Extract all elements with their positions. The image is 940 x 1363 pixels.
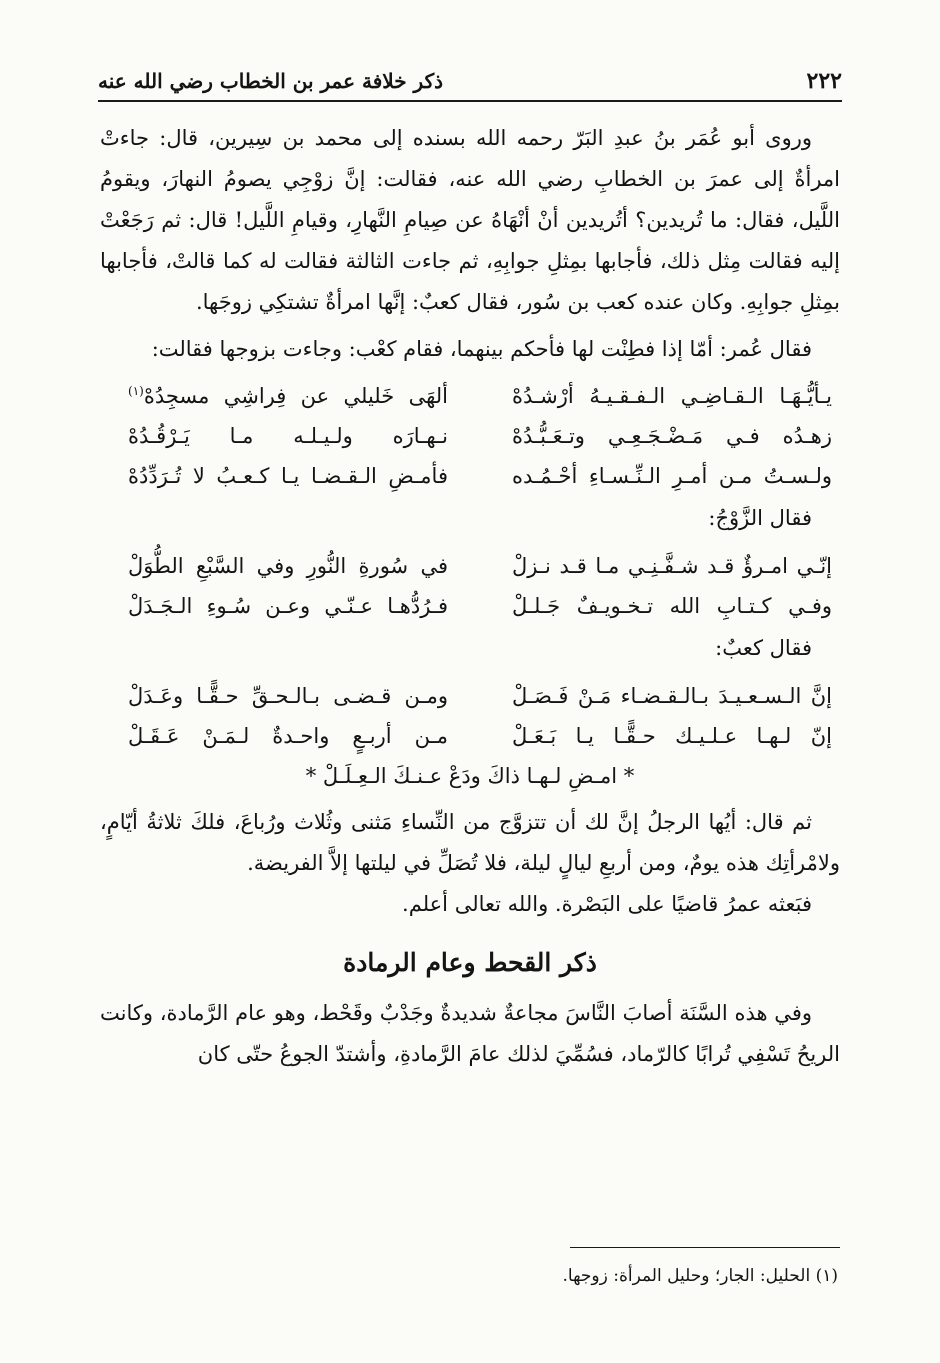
verse-row: [100, 416, 840, 456]
footnote-divider: [570, 1247, 840, 1248]
footnote: (١) الحليل: الجار؛ وحليل المرأة: زوجها.: [562, 1266, 838, 1286]
verse-second-hemistich: مـن أربـعٍ واحـدةٌ لـمَـنْ عَـقَـلْ: [128, 724, 448, 748]
speaker-husband: فقال الزَّوْجُ:: [708, 506, 812, 530]
paragraph-ibn-sirin: وروى أبو عُمَر بنُ عبدِ البَرّ رحمه الله بسنده إلى محمد بن سِيرين، قال: جاءتْ امرأةٌ إلى عمرَ بن الخطابِ رضي الله عنه، فقالت: إنَّ زوْجِي يصومُ النهارَ، ويقومُ اللَّيل، فقال: ما تُريدين؟ أتُريدين أنْ أنْهَاهُ عن صِيامِ النَّهارِ، وقيامِ اللَّيل! قال: ثم رَجَعْتْ إليه فقالت مِثل ذلك، فأجابها بمِثلِ جوابِهِ، ثم جاءت الثالثة فقالت له كما قالتْ، فأجابها بمِثلِ جوابِهِ. وكان عنده كعب بن سُور، فقال كعبٌ: إنَّها امرأةٌ تشتكِي زوجَها.: [100, 126, 840, 314]
paragraph-basra: فبَعثه عمرُ قاضيًا على البَصْرة. والله تعالى أعلم.: [402, 892, 812, 916]
poem-husband: [100, 546, 840, 626]
footnote-marker: (١): [128, 384, 144, 398]
verse-row: [100, 376, 840, 416]
paragraph-judgment: ثم قال: أيُها الرجلُ إنَّ لك أن تتزوَّج من النِّساءِ مَثنى وثُلاث ورُباعَ، فلكَ ثلاثةُ أيّامٍ، ولامْرأتِك هذه يومٌ، ومن أربعِ ليالٍ ليلة، فلا تُصَلِّ في ليلتها إلاَّ الفريضة.: [100, 810, 840, 875]
verse-second-hemistich: فـرُدُّهـا عـنّـي وعـن سُـوءِ الـجَـدَلْ: [128, 594, 448, 618]
closing-verse: * امـضِ لـهـا ذاكَ ودَعْ عـنـكَ الـعِـلَـلْ *: [305, 764, 635, 788]
running-head: [98, 62, 842, 102]
poem-kaab: [100, 676, 840, 796]
verse-first-hemistich: إنّـي امـرؤٌ قـد شـفَّـنِـي مـا قـد نـزلْ: [512, 554, 832, 578]
verse-row: [100, 716, 840, 756]
verse-second-hemistich: [128, 384, 448, 408]
page-number: ٢٢٢: [806, 68, 842, 94]
verse-second-hemistich: ومـن قـضـى بـالـحـقِّ حـقًّـا وعَـدَلْ: [128, 684, 448, 708]
page-body: [100, 118, 840, 1075]
verse-row: [100, 586, 840, 626]
paragraph-umar-ruling: فقال عُمر: أمّا إذا فطِنْت لها فأحكم بينهما، فقام كعْب: وجاءت بزوجها فقالت:: [151, 337, 812, 361]
verse-row: [100, 456, 840, 496]
verse-first-hemistich: إنّ لـهـا عـلـيـك حـقًّـا يـا بَـعَـلْ: [512, 724, 832, 748]
speaker-kaab: فقال كعبٌ:: [715, 636, 812, 660]
paragraph-ramada: وفي هذه السَّنَة أصابَ النَّاسَ مجاعةٌ شديدةٌ وجَدْبٌ وقَحْط، وهو عام الرَّمادة، وكانت الريحُ تَسْفِي تُرابًا كالرّماد، فسُمِّيَ لذلك عامَ الرَّمادةِ، وأشتدّ الجوعُ حتّى كان: [100, 1001, 840, 1066]
verse-first-hemistich: وفـي كـتـابِ الله تـخـويـفٌ جَـلـلْ: [512, 594, 832, 618]
verse-first-hemistich: ولـسـتُ مـن أمـرِ الـنِّـسـاءِ أحْـمُـده: [512, 464, 832, 488]
verse-first-hemistich: زهـدُه فـي مَـضْـجَـعِـي وتـعَـبُّـدُهْ: [512, 424, 832, 448]
verse-second-hemistich: نـهـارَه ولـيـلـه مـا يَـرْقُـدُهْ: [128, 424, 448, 448]
poem-wife: [100, 376, 840, 496]
verse-text: ألهَى خَليلي عن فِراشِي مسجِدُهْ: [143, 384, 448, 408]
verse-second-hemistich: فأمـضِ الـقـضـا يـا كـعـبُ لا تُـرَدِّدُهْ: [128, 464, 448, 488]
section-heading: ذكر القحط وعام الرمادة: [343, 948, 597, 977]
verse-first-hemistich: يـأيُّـهَـا الـقـاضِـي الـفـقـيـهُ أرْشـدُهْ: [512, 384, 832, 408]
verse-row: [100, 546, 840, 586]
verse-first-hemistich: إنَّ الـسـعـيـدَ بـالـقـضـاء مَـنْ فَـصَـلْ: [512, 684, 832, 708]
chapter-title: ذكر خلافة عمر بن الخطاب رضي الله عنه: [98, 69, 443, 93]
verse-row: [100, 676, 840, 716]
verse-second-hemistich: في سُورةِ النُّورِ وفي السَّبْعِ الطُّوَلْ: [128, 554, 448, 578]
